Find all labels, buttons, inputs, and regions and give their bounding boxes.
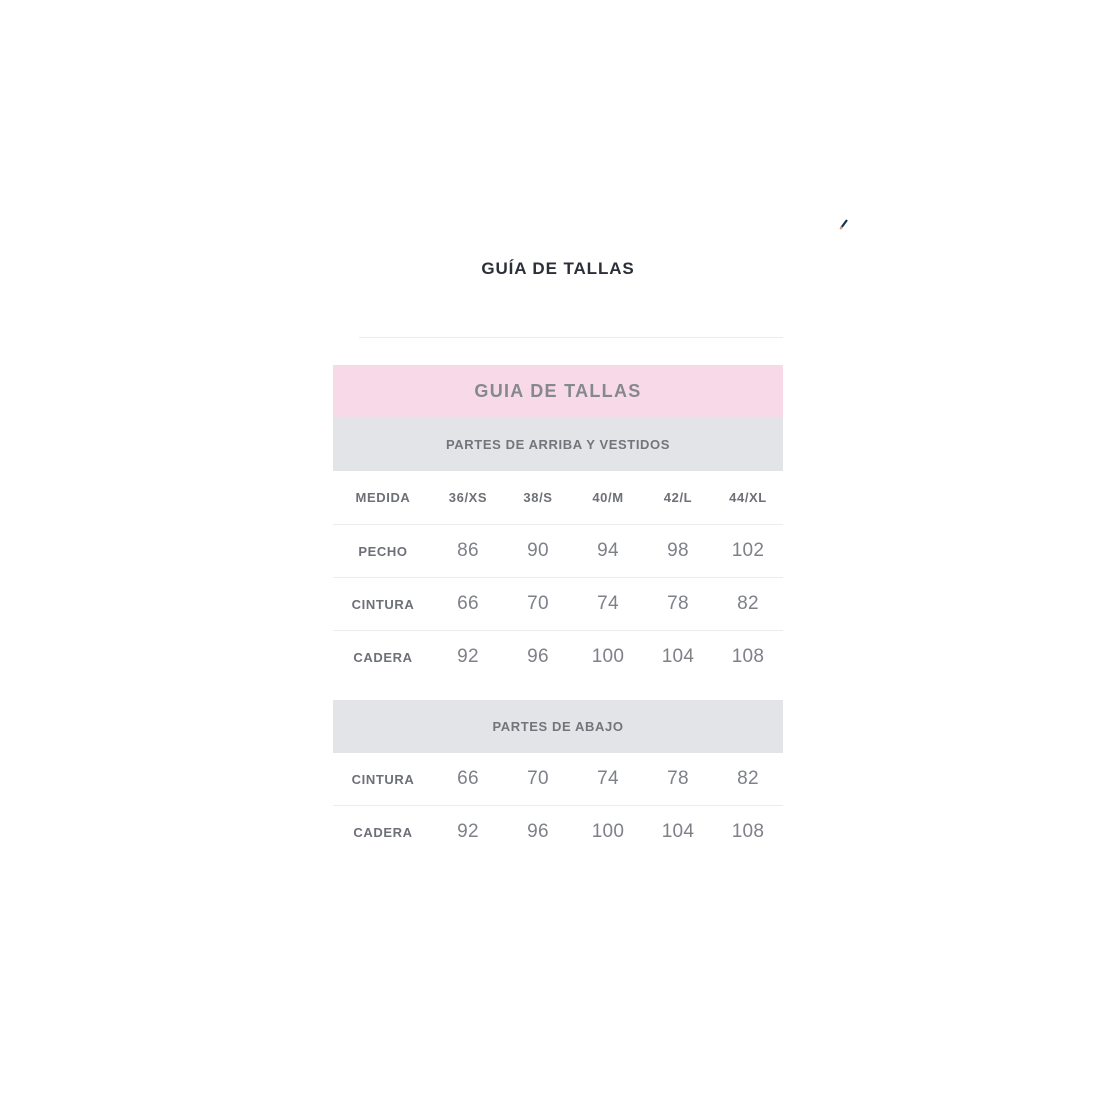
measure-header-cell: MEDIDA [355, 490, 411, 505]
value-cell: 74 [597, 768, 619, 789]
value-cell: 108 [731, 646, 765, 667]
value-cell: 90 [527, 540, 549, 561]
value-cell: 104 [661, 821, 695, 842]
value-cell: 96 [527, 646, 549, 667]
value-cell: 96 [527, 821, 549, 842]
section-gap [333, 683, 783, 700]
tops-section-rows [333, 471, 783, 683]
table-row-cintura [333, 577, 783, 630]
table-row-cadera [333, 630, 783, 683]
page-title: GUÍA DE TALLAS [481, 259, 635, 278]
value-cell: 82 [737, 768, 759, 789]
value-cell: 108 [731, 821, 765, 842]
section-title-tops: PARTES DE ARRIBA Y VESTIDOS [333, 418, 783, 471]
size-header-cell: 40/M [592, 490, 624, 505]
row-label-cell: CINTURA [351, 771, 415, 787]
value-cell: 66 [457, 768, 479, 789]
value-cell: 70 [527, 768, 549, 789]
size-header-cell: 44/XL [729, 490, 767, 505]
value-cell: 100 [591, 646, 625, 667]
value-cell: 92 [457, 821, 479, 842]
table-title-banner: GUIA DE TALLAS [333, 365, 783, 418]
size-guide-table [333, 365, 783, 858]
value-cell: 100 [591, 821, 625, 842]
section-divider [359, 337, 783, 338]
value-cell: 104 [661, 646, 695, 667]
row-label-cell: CADERA [353, 824, 413, 840]
value-cell: 86 [457, 540, 479, 561]
value-cell: 102 [731, 540, 765, 561]
value-cell: 78 [667, 768, 689, 789]
value-cell: 94 [597, 540, 619, 561]
value-cell: 92 [457, 646, 479, 667]
value-cell: 74 [597, 593, 619, 614]
table-row-cadera [333, 805, 783, 858]
row-label-cell: CADERA [353, 649, 413, 665]
stray-pen-fragment-icon [838, 217, 850, 231]
value-cell: 70 [527, 593, 549, 614]
value-cell: 82 [737, 593, 759, 614]
size-header-cell: 38/S [523, 490, 553, 505]
value-cell: 98 [667, 540, 689, 561]
table-row-cintura [333, 753, 783, 805]
size-header-cell: 42/L [663, 490, 693, 505]
row-label-cell: PECHO [358, 543, 408, 559]
table-row-pecho [333, 524, 783, 577]
size-header-row [333, 471, 783, 524]
row-label-cell: CINTURA [351, 596, 415, 612]
value-cell: 78 [667, 593, 689, 614]
size-header-cell: 36/XS [448, 490, 488, 505]
bottoms-section-rows [333, 753, 783, 858]
section-title-bottoms: PARTES DE ABAJO [333, 700, 783, 753]
value-cell: 66 [457, 593, 479, 614]
